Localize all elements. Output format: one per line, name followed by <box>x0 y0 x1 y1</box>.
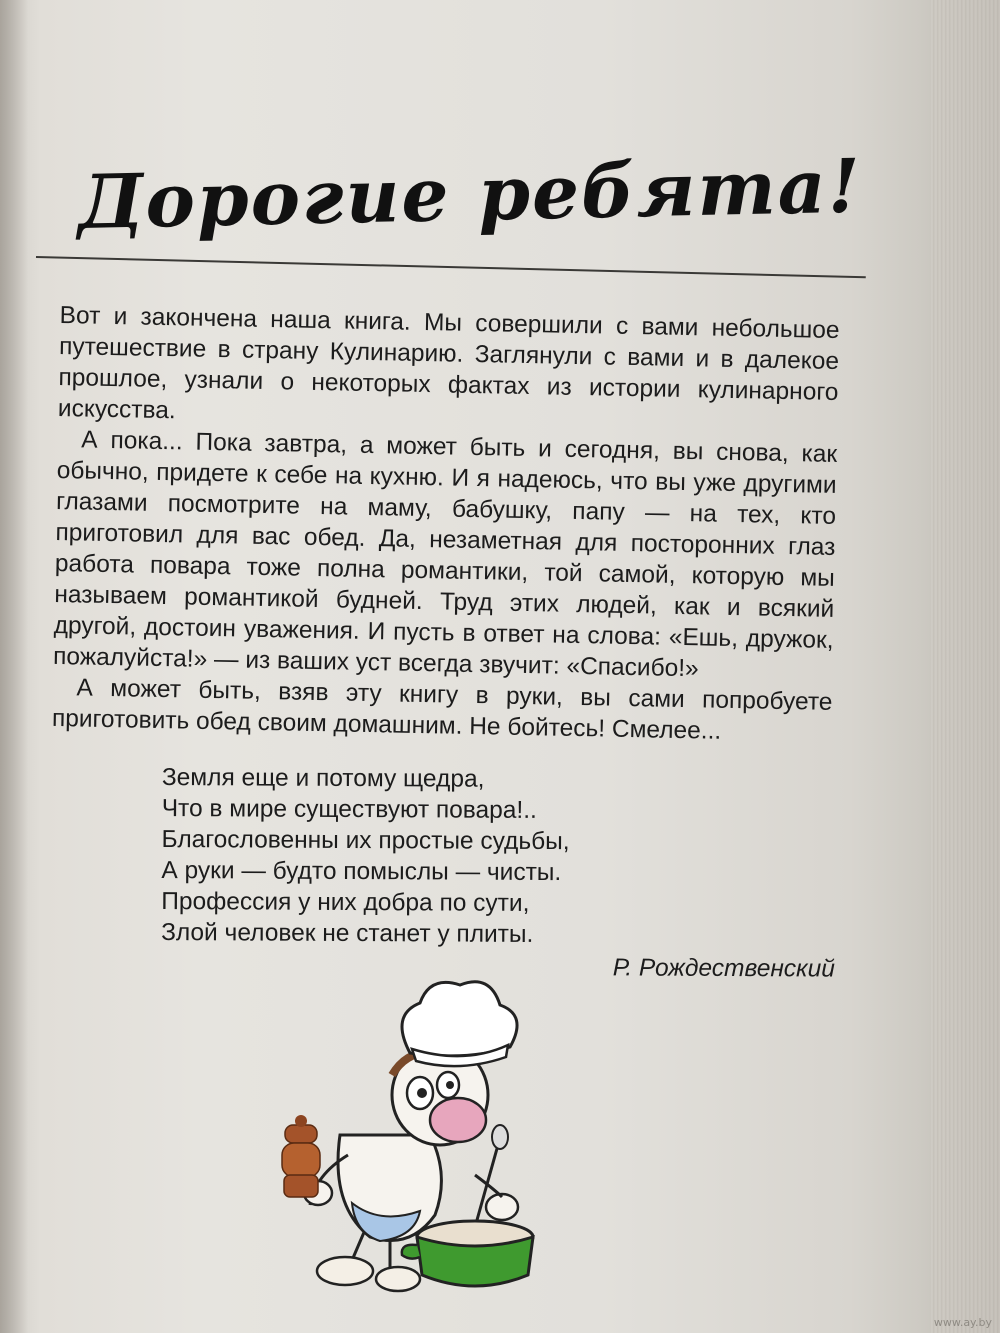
green-pot <box>402 1221 533 1286</box>
poem-line-2: Что в мире существуют повара!.. <box>161 794 537 824</box>
poem <box>161 762 842 985</box>
spine-shadow <box>0 0 28 1333</box>
poem-line-5: Профессия у них добра по сути, <box>161 887 530 917</box>
pepper-mill <box>282 1115 320 1197</box>
nose <box>430 1098 486 1142</box>
left-shoe <box>317 1257 373 1285</box>
poem-line-4: А руки — будто помыслы — чисты. <box>161 856 562 887</box>
chef-hat <box>402 982 517 1066</box>
page-heading: Дорогие ребята! <box>76 143 863 246</box>
poem-line-3: Благословенны их простые судьбы, <box>161 825 570 856</box>
paragraph-2: А пока... Пока завтра, а может быть и сегодня, вы снова, как обычно, придете к себе на кухню. И я надеюсь, что вы уже другими глазами посмотрите на маму, бабушку, папу — на тех, кто приготовил для вас обед. Да, незаметная для посторонних глаз работа повара тоже полна романтики, той самой, которую мы называем романтикой будней. Труд этих людей, как и всякий другой, достоин уважения. И пусть в ответ на слова: «Ешь, дружок, пожалуйста!» — из ваших уст всегда звучит: «Спасибо!» <box>52 426 838 683</box>
right-shoe <box>376 1267 420 1291</box>
paragraph-1: Вот и закончена наша книга. Мы совершили с вами небольшое путешествие в страну Кулинарию. Заглянули с вами и в далекое прошлое, узнали о некоторых фактах из истории кулинарного искусства. <box>57 301 840 425</box>
page-edge <box>930 0 1000 1333</box>
body-text <box>52 300 840 749</box>
paragraph-3: А может быть, взяв эту книгу в руки, вы сами попробуете приготовить обед своим домашним. Не бойтесь! Смелее... <box>51 674 833 745</box>
cartoon-cook-icon <box>270 975 570 1295</box>
poem-author: Р. Рождественский <box>612 954 835 983</box>
poem-line-6: Злой человек не станет у плиты. <box>161 918 534 948</box>
poem-line-1: Земля еще и потому щедра, <box>161 764 485 793</box>
watermark: www.ay.by <box>933 1316 992 1329</box>
